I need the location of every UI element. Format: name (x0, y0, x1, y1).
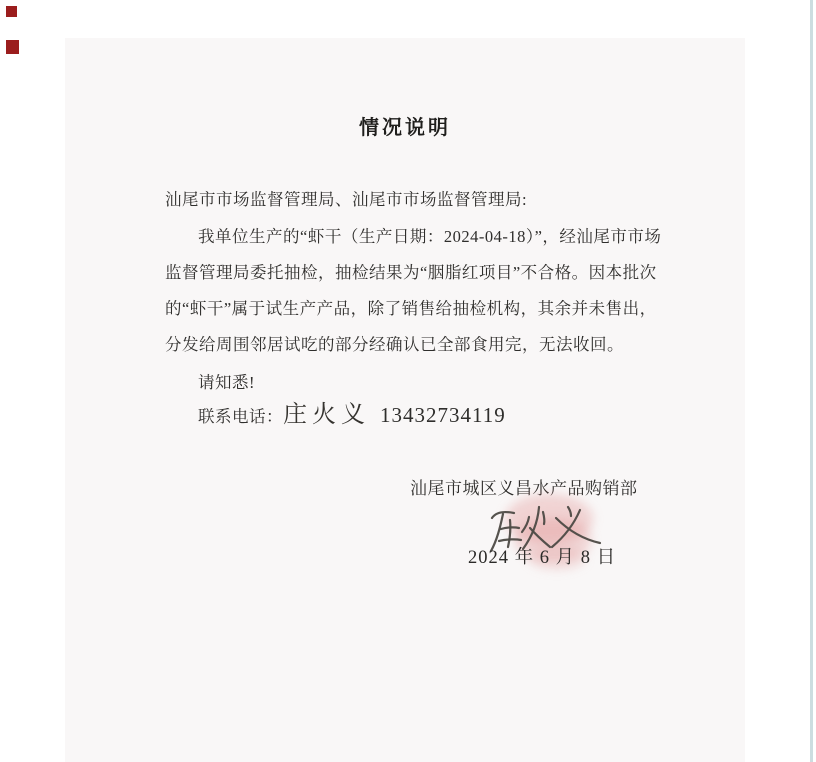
date-line: 2024 年 6 月 8 日 (468, 548, 617, 568)
document-title: 情况说明 (359, 117, 451, 139)
contact-line (198, 400, 506, 431)
red-corner-mark-top (6, 6, 17, 17)
contact-label: 联系电话： (198, 407, 283, 426)
closing-note: 请知悉! (198, 373, 255, 392)
body-line-1: 我单位生产的“虾干（生产日期：2024-04-18）”，经汕尾市市场 (198, 227, 662, 246)
body-line-2: 监督管理局委托抽检，抽检结果为“胭脂红项目”不合格。因本批次 (165, 263, 657, 282)
contact-phone-number: 13432734119 (380, 403, 506, 427)
window-edge-line (810, 0, 813, 762)
body-line-4: 分发给周围邻居试吃的部分经确认已全部食用完，无法收回。 (165, 335, 624, 354)
body-line-3: 的“虾干”属于试生产产品，除了销售给抽检机构，其余并未售出， (165, 299, 657, 318)
red-corner-mark-bottom (6, 40, 19, 54)
salutation-line: 汕尾市市场监督管理局、汕尾市市场监督管理局: (165, 190, 528, 209)
contact-name: 庄火义 (283, 402, 370, 428)
signer-organization: 汕尾市城区义昌水产品购销部 (410, 479, 638, 498)
